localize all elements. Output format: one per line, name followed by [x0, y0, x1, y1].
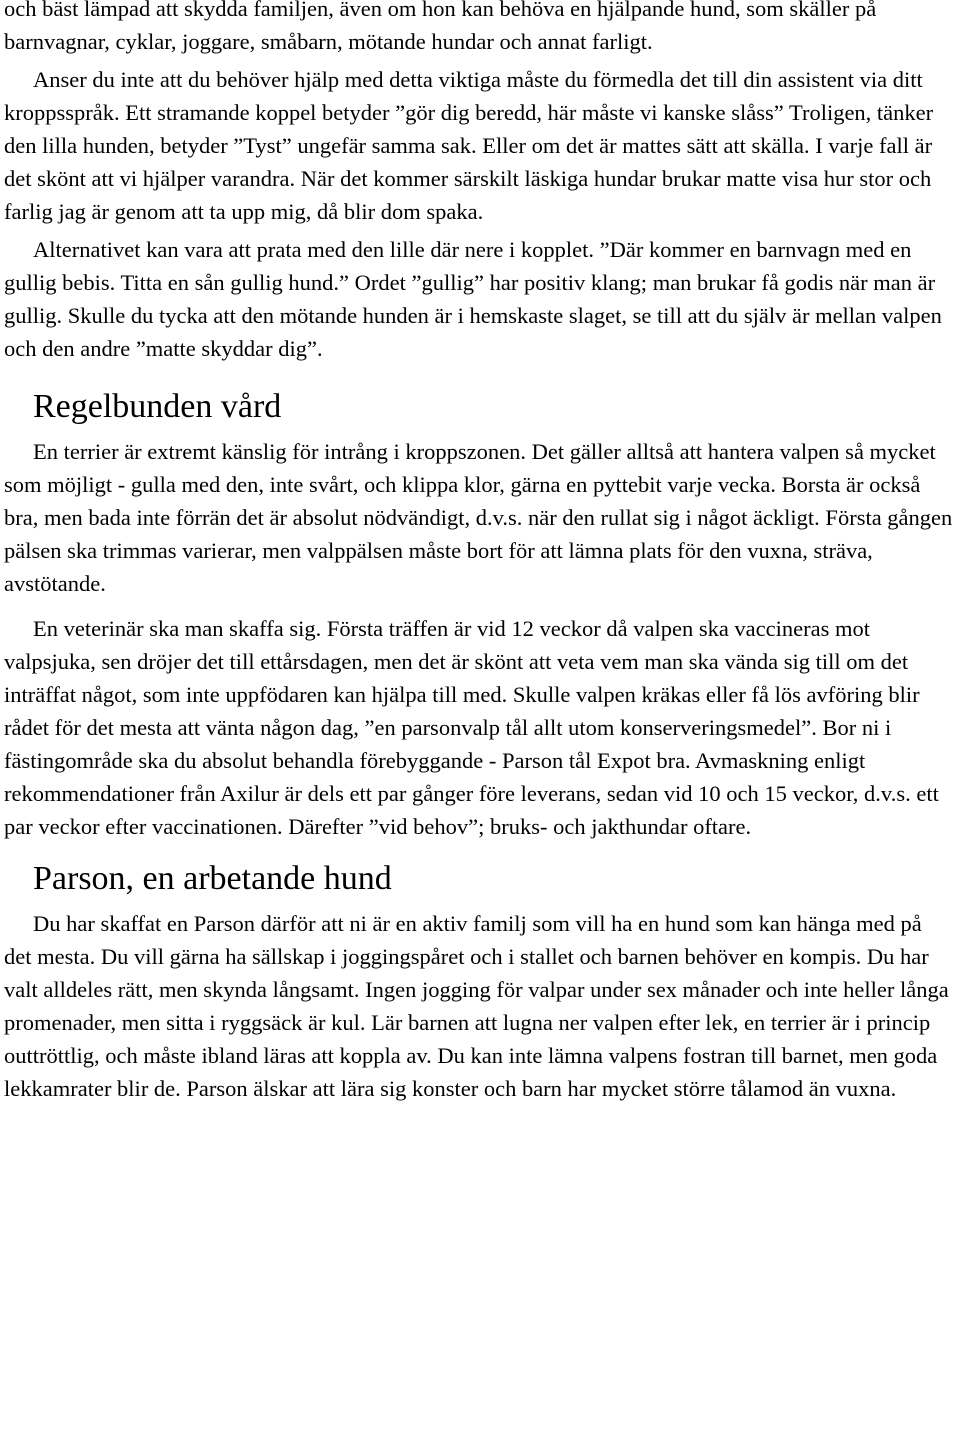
section-heading-working-dog: Parson, en arbetande hund: [33, 860, 392, 897]
paragraph-body-language: Anser du inte att du behöver hjälp med detta viktiga måste du förmedla det till din assistent via ditt kroppsspråk. Ett stramande koppel betyder ”gör dig beredd, här måste vi kanske slåss” Troligen, tänker den lilla hunden, betyder ”Tyst” ungefär samma sak. Eller om det är mattes sätt att skälla. I varje fall är det skönt att vi hjälper varandra. När det kommer särskilt läskiga hundar brukar matte visa hur stor och farlig jag är genom att ta upp mig, då blir dom spaka.: [4, 67, 934, 224]
paragraph-handling: En terrier är extremt känslig för intrång i kroppszonen. Det gäller alltså att hantera valpen så mycket som möjligt - gulla med den, inte svårt, och klippa klor, gärna en pyttebit varje vecka. Borsta är också bra, men bada inte förrän det är absolut nödvändigt, d.v.s. när den rullat sig i något äckligt. Första gången pälsen ska trimmas varierar, men valppälsen måste bort för att lämna plats för den vuxna, sträva, avstötande.: [4, 439, 953, 596]
paragraph-active-family: Du har skaffat en Parson därför att ni är en aktiv familj som vill ha en hund som kan hänga med på det mesta. Du vill gärna ha sällskap i joggingspåret och i stallet och barnen behöver en kompis. Du har valt alldeles rätt, men skynda långsamt. Ingen jogging för valpar under sex månader och inte heller långa promenader, men sitta i ryggsäck är kul. Lär barnen att lugna ner valpen efter lek, en terrier är i princip outtröttlig, och måste ibland läras att koppla av. Du kan inte lämna valpens fostran till barnet, men goda lekkamrater blir de. Parson älskar att lära sig konster och barn har mycket större tålamod än vuxna.: [4, 911, 949, 1101]
paragraph-talking-to-puppy: Alternativet kan vara att prata med den lille där nere i kopplet. ”Där kommer en barnvagn med en gullig bebis. Titta en sån gullig hund.” Ordet ”gullig” har positiv klang; man brukar få godis när man är gullig. Skulle du tycka att den mötande hunden är i hemskaste slaget, se till att du själv är mellan valpen och den andre ”matte skyddar dig”.: [4, 237, 942, 361]
paragraph-veterinarian: En veterinär ska man skaffa sig. Första träffen är vid 12 veckor då valpen ska vaccineras mot valpsjuka, sen dröjer det till ettårsdagen, men det är skönt att veta vem man ska vända sig till om det inträffat något, som inte uppfödaren kan hjälpa till med. Skulle valpen kräkas eller få lös avföring blir rådet för det mesta att vänta någon dag, ”en parsonvalp tål allt utom konserveringsmedel”. Bor ni i fästingområde ska du absolut behandla förebyggande - Parson tål Expot bra. Avmaskning enligt rekommendationer från Axilur är dels ett par gånger före leverans, sedan vid 10 och 15 veckor, d.v.s. ett par veckor efter vaccinationen. Därefter ”vid behov”; bruks- och jakthundar oftare.: [4, 616, 939, 839]
paragraph-intro-continuation: och bäst lämpad att skydda familjen, även om hon kan behöva en hjälpande hund, som skäller på barnvagnar, cyklar, joggare, småbarn, mötande hundar och annat farligt.: [4, 0, 877, 54]
section-heading-care: Regelbunden vård: [33, 388, 282, 425]
